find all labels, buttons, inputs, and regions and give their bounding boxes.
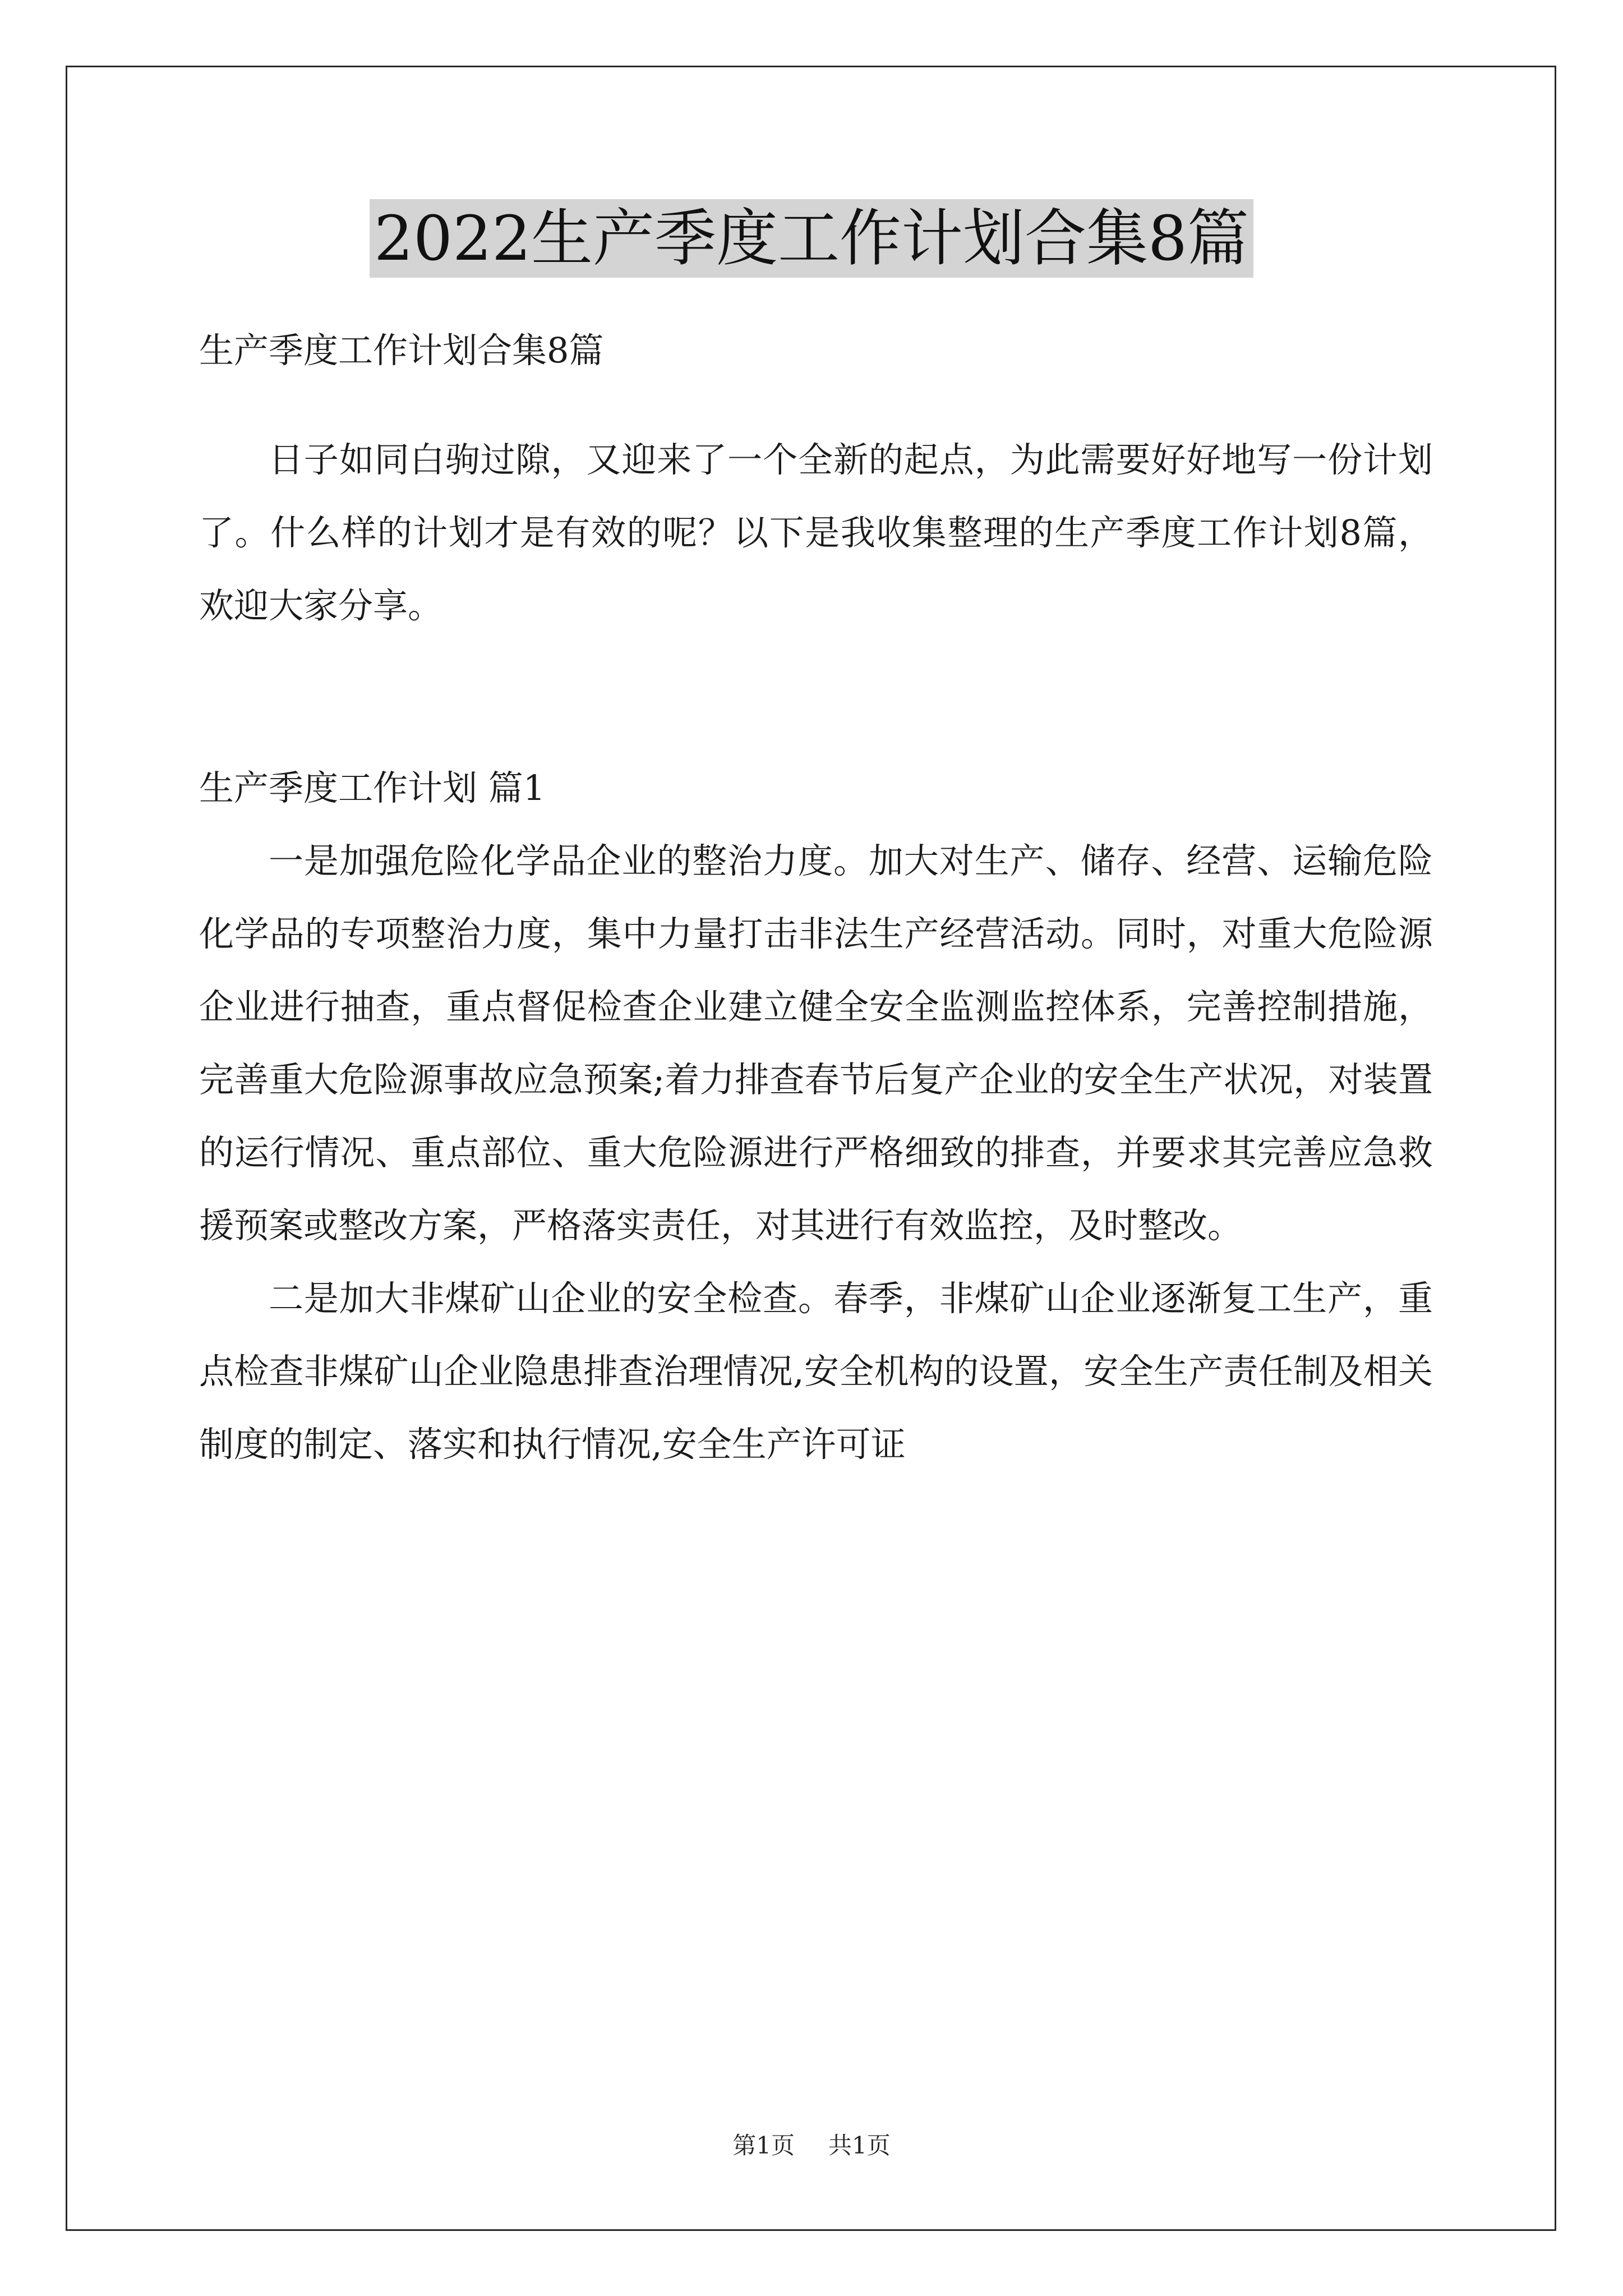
document-subtitle: 生产季度工作计划合集8篇 [199, 330, 604, 371]
intro-paragraph: 日子如同白驹过隙，又迎来了一个全新的起点，为此需要好好地写一份计划了。什么样的计划才是有效的呢？以下是我收集整理的生产季度工作计划8篇，欢迎大家分享。 [199, 439, 1433, 626]
page-footer [0, 2129, 1623, 2162]
page-total: 共1页 [828, 2132, 891, 2159]
body-paragraph-1: 一是加强危险化学品企业的整治力度。加大对生产、储存、经营、运输危险化学品的专项整治力度，集中力量打击非法生产经营活动。同时，对重大危险源企业进行抽查，重点督促检查企业建立健全安全监测监控体系，完善控制措施，完善重大危险源事故应急预案;着力排查春节后复产企业的安全生产状况，对装置的运行情况、重点部位、重大危险源进行严格细致的排查，并要求其完善应急救援预案或整改方案，严格落实责任，对其进行有效监控，及时整改。 [199, 840, 1433, 1246]
body-paragraph-2: 二是加大非煤矿山企业的安全检查。春季，非煤矿山企业逐渐复工生产，重点检查非煤矿山企业隐患排查治理情况,安全机构的设置，安全生产责任制及相关制度的制定、落实和执行情况,安全生产许可证 [199, 1278, 1433, 1465]
document-body [199, 314, 1433, 1481]
title-container [0, 199, 1623, 278]
section-heading: 生产季度工作计划 篇1 [199, 767, 546, 808]
document-title: 2022生产季度工作计划合集8篇 [370, 199, 1253, 278]
page-number: 第1页 [732, 2132, 795, 2159]
